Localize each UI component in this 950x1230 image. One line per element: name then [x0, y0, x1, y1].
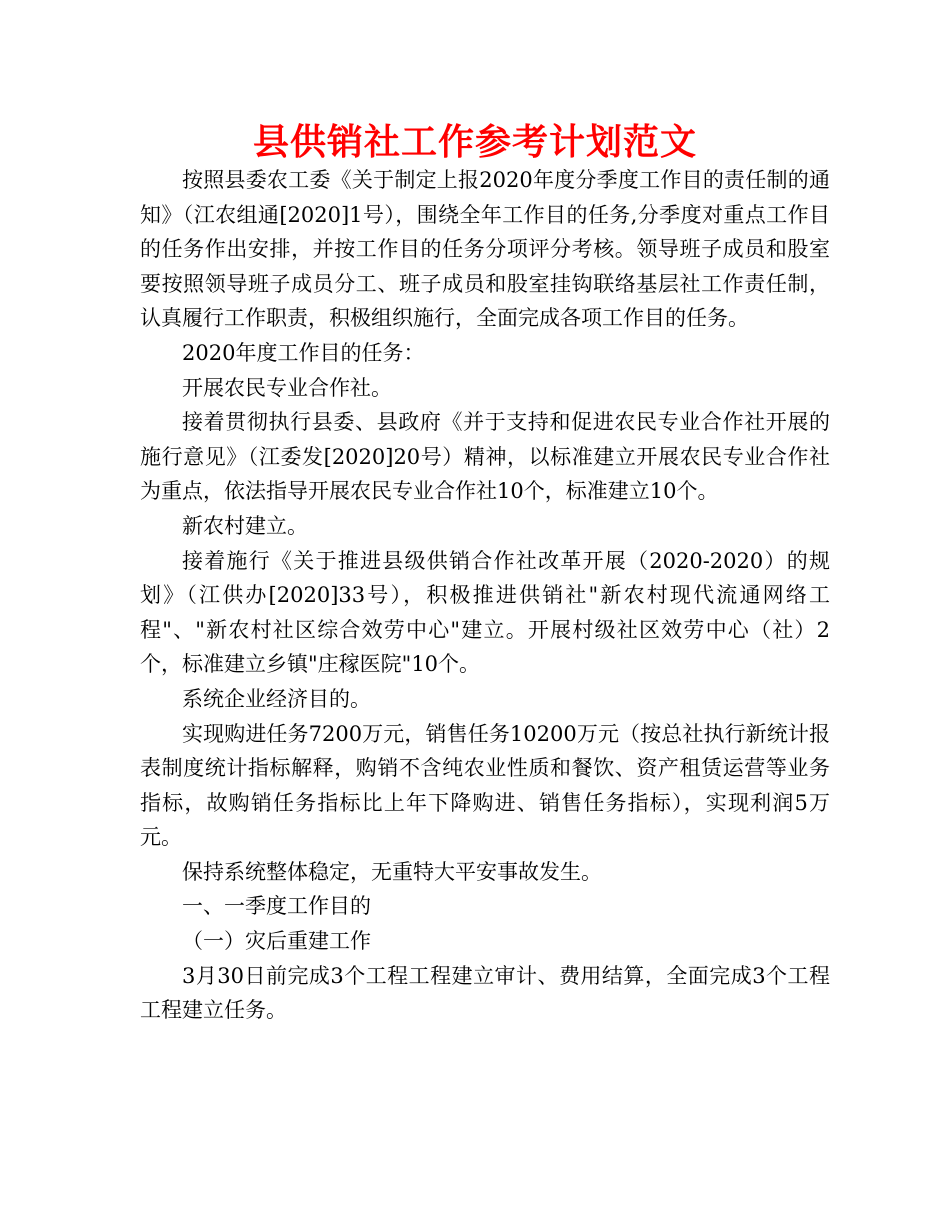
- paragraph-new-village-detail: 接着施行《关于推进县级供销合作社改革开展（2020-2020）的规划》（江供办[2020]33号），积极推进供销社"新农村现代流通网络工程"、"新农村社区综合效劳中心"建立。开展村级社区效劳中心（社）2个，标准建立乡镇"庄稼医院"10个。: [140, 548, 830, 677]
- paragraph-reconstruction-heading: （一）灾后重建工作: [182, 929, 371, 954]
- paragraph-safety: 保持系统整体稳定，无重特大平安事故发生。: [182, 859, 602, 884]
- paragraph-annual-targets-heading: 2020年度工作目的任务：: [182, 340, 425, 365]
- paragraph-economic-detail: 实现购进任务7200万元，销售任务10200万元（按总社执行新统计报表制度统计指标解释，购销不含纯农业性质和餐饮、资产租赁运营等业务指标，故购销任务指标比上年下降购进、销售任务指标），实现利润5万元。: [140, 721, 830, 850]
- paragraph-economic-heading: 系统企业经济目的。: [182, 686, 371, 711]
- paragraph-cooperatives-detail: 接着贯彻执行县委、县政府《并于支持和促进农民专业合作社开展的施行意见》（江委发[2020]20号）精神，以标准建立开展农民专业合作社为重点，依法指导开展农民专业合作社10个，标准建立10个。: [140, 410, 830, 504]
- document-body: [140, 163, 830, 1028]
- paragraph-intro: 按照县委农工委《关于制定上报2020年度分季度工作目的责任制的通知》（江农组通[2020]1号），围绕全年工作目的任务,分季度对重点工作目的任务作出安排，并按工作目的任务分项评分考核。领导班子成员和股室要按照领导班子成员分工、班子成员和股室挂钩联络基层社工作责任制，认真履行工作职责，积极组织施行，全面完成各项工作目的任务。: [140, 168, 830, 331]
- document-title: 县供销社工作参考计划范文: [252, 122, 697, 163]
- paragraph-q1-heading: 一、一季度工作目的: [182, 894, 371, 919]
- paragraph-new-village-heading: 新农村建立。: [182, 513, 308, 538]
- paragraph-cooperatives-heading: 开展农民专业合作社。: [182, 375, 392, 400]
- paragraph-reconstruction-detail: 3月30日前完成3个工程工程建立审计、费用结算，全面完成3个工程工程建立任务。: [140, 963, 830, 1023]
